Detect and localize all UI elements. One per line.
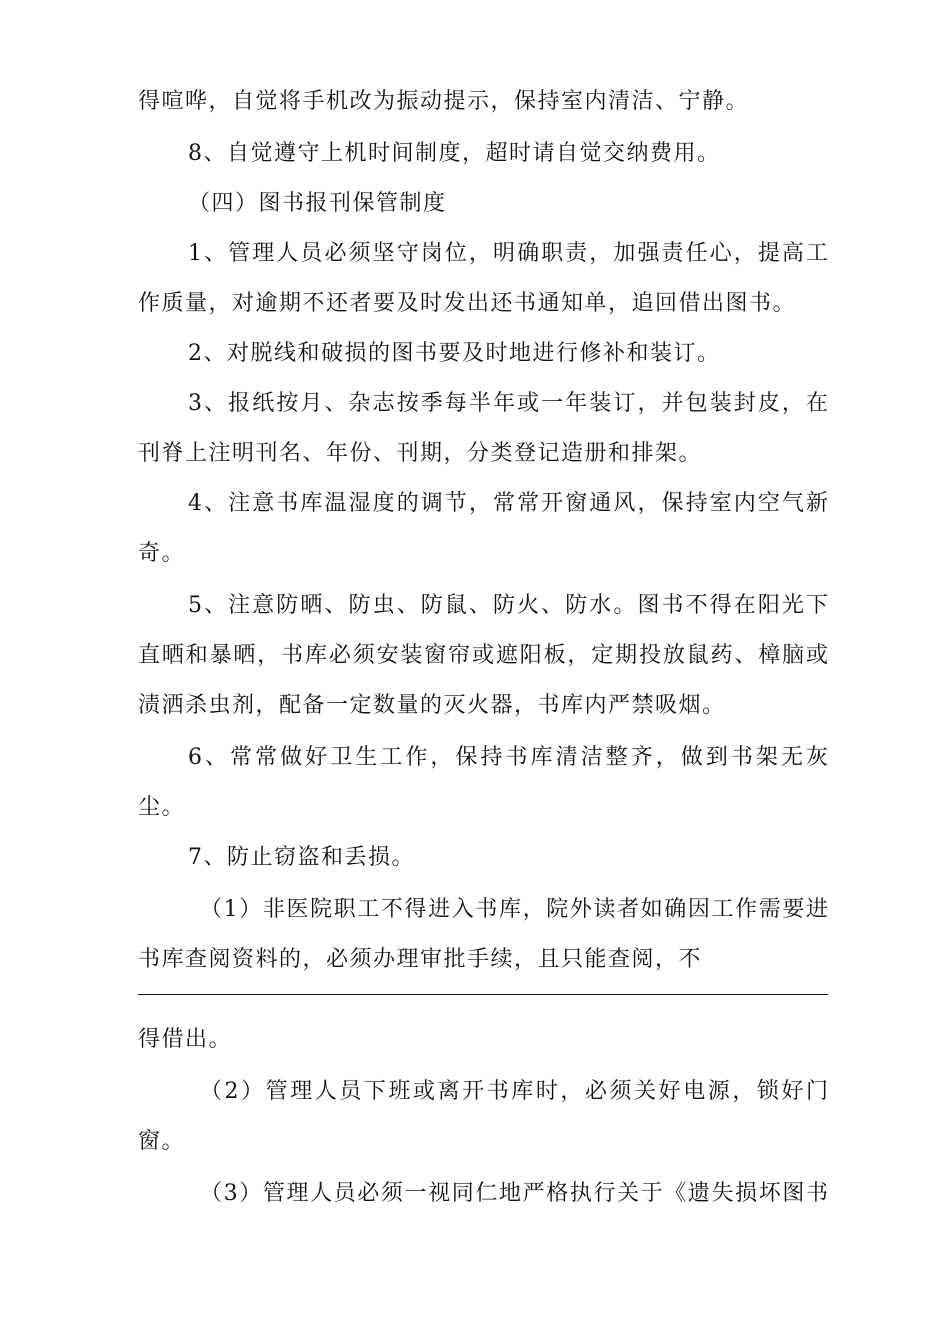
text-line-11: 5、注意防晒、防虫、防鼠、防火、防水。图书不得在阳光下 [188,593,828,618]
text-line-17: （1）非医院职工不得进入书库，院外读者如确因工作需要进 [200,897,828,922]
text-line-21: 窗。 [138,1129,186,1154]
text-line-1: 得喧哗，自觉将手机改为振动提示，保持室内清洁、宁静。 [138,89,750,114]
text-line-7: 3、报纸按月、杂志按季每半年或一年装订，并包装封皮，在 [188,391,828,416]
text-line-20: （2）管理人员下班或离开书库时，必须关好电源，锁好门 [200,1079,828,1104]
text-line-2: 8、自觉遵守上机时间制度，超时请自觉交纳费用。 [188,141,721,166]
text-line-16: 7、防止窃盗和丢损。 [188,845,415,870]
text-line-22: （3）管理人员必须一视同仁地严格执行关于《遗失损坏图书 [200,1181,828,1206]
text-line-14: 6、常常做好卫生工作，保持书库清洁整齐，做到书架无灰 [188,745,828,770]
page-break-divider [138,994,828,995]
text-line-18: 书库查阅资料的，必须办理审批手续，且只能查阅，不 [138,947,703,972]
text-line-15: 尘。 [138,795,186,820]
text-line-9: 4、注意书库温湿度的调节，常常开窗通风，保持室内空气新 [188,491,828,516]
text-line-13: 渍洒杀虫剂，配备一定数量的灭火器，书库内严禁吸烟。 [138,693,726,718]
text-line-4: 1、管理人员必须坚守岗位，明确职责，加强责任心，提高工 [188,241,828,266]
text-line-6: 2、对脱线和破损的图书要及时地进行修补和装订。 [188,341,721,366]
text-line-8: 刊脊上注明刊名、年份、刊期，分类登记造册和排架。 [138,441,703,466]
text-line-12: 直晒和暴晒，书库必须安装窗帘或遮阳板，定期投放鼠药、樟脑或 [138,643,828,668]
section-heading: （四）图书报刊保管制度 [188,191,447,216]
text-line-10: 奇。 [138,541,186,566]
text-line-5: 作质量，对逾期不还者要及时发出还书通知单，追回借出图书。 [138,291,797,316]
text-line-19: 得借出。 [138,1027,233,1052]
